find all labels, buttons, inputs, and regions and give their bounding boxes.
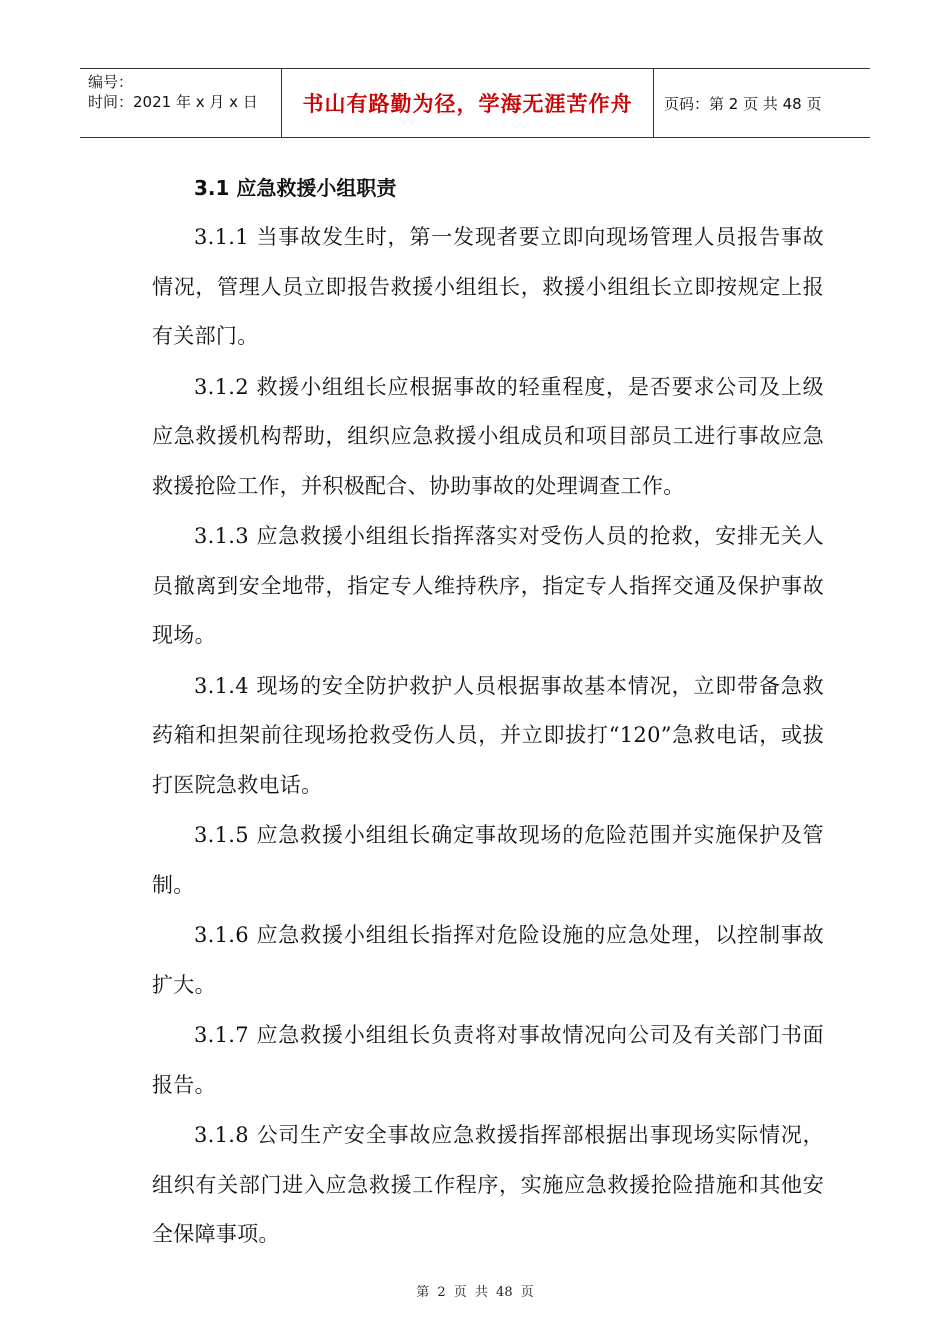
paragraph: 3.1.7 应急救援小组组长负责将对事故情况向公司及有关部门书面报告。 [152,1023,824,1097]
header-motto: 书山有路勤为径，学海无涯苦作舟 [282,69,654,137]
document-body [152,164,824,1260]
section-title: 3.1 应急救援小组职责 [194,176,397,200]
document-time-label: 时间：2021 年 x 月 x 日 [88,93,258,111]
paragraph: 3.1.1 当事故发生时，第一发现者要立即向现场管理人员报告事故情况，管理人员立即报告救援小组组长，救援小组组长立即按规定上报有关部门。 [152,225,824,348]
paragraph: 3.1.2 救援小组组长应根据事故的轻重程度，是否要求公司及上级应急救援机构帮助，组织应急救援小组成员和项目部员工进行事故应急救援抢险工作，并积极配合、协助事故的处理调查工作。 [152,374,824,498]
header-meta [80,69,282,137]
paragraph: 3.1.5 应急救援小组组长确定事故现场的危险范围并实施保护及管制。 [152,823,824,897]
paragraph: 3.1.8 公司生产安全事故应急救援指挥部根据出事现场实际情况，组织有关部门进入应急救援工作程序，实施应急救援抢险措施和其他安全保障事项。 [152,1123,824,1246]
header-page-info: 页码：第 2 页 共 48 页 [664,94,822,113]
paragraph: 3.1.4 现场的安全防护救护人员根据事故基本情况，立即带备急救药箱和担架前往现场抢救受伤人员，并立即拔打“120”急救电话，或拔打医院急救电话。 [152,673,824,797]
page-footer: 第 2 页 共 48 页 [416,1285,534,1300]
paragraph: 3.1.6 应急救援小组组长指挥对危险设施的应急处理，以控制事故扩大。 [152,923,824,997]
document-number-label: 编号： [88,73,134,91]
page-header [80,68,870,138]
paragraph: 3.1.3 应急救援小组组长指挥落实对受伤人员的抢救，安排无关人员撤离到安全地带，指定专人维持秩序，指定专人指挥交通及保护事故现场。 [152,524,824,647]
